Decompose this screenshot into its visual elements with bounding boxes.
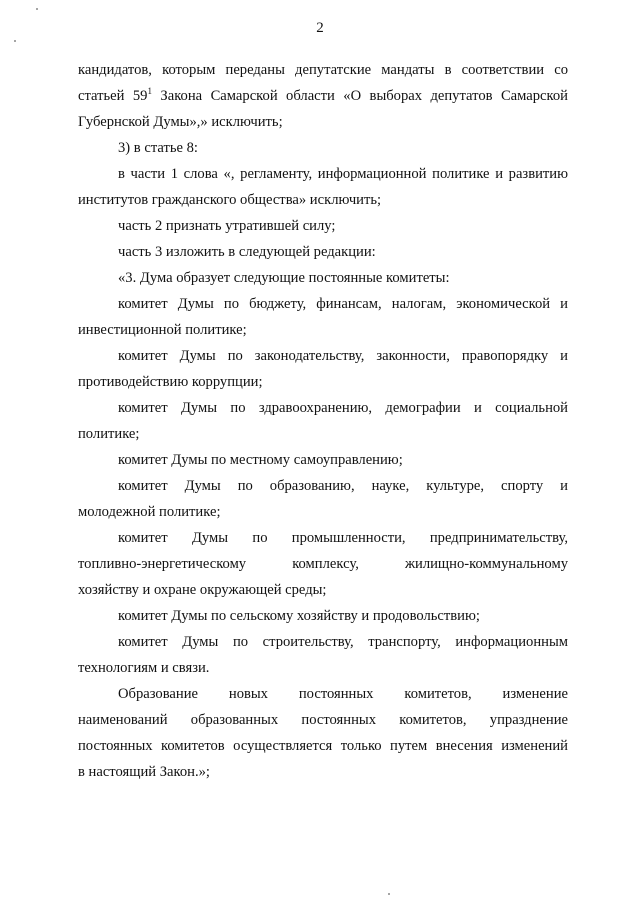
paragraph-line: наименований образованных постоянных комитетов, упразднение xyxy=(78,712,568,728)
paragraph-line: в части 1 слова «, регламенту, информационной политике и развитию xyxy=(118,166,568,182)
paragraph-line: постоянных комитетов осуществляется только путем внесения изменений xyxy=(78,738,568,754)
paragraph: комитет Думы по местному самоуправлению; xyxy=(118,452,403,468)
paragraph-line: инвестиционной политике; xyxy=(78,322,247,338)
paragraph-line: технологиям и связи. xyxy=(78,660,210,676)
text-span: Закона Самарской области «О выборах депутатов Самарской xyxy=(151,88,568,104)
paragraph: 3) в статье 8: xyxy=(118,140,198,156)
scan-speck xyxy=(388,893,390,895)
paragraph-line: институтов гражданского общества» исключить; xyxy=(78,192,382,208)
paragraph-line: молодежной политике; xyxy=(78,504,221,520)
paragraph-line: политике; xyxy=(78,426,140,442)
superscript: 1 xyxy=(147,86,152,97)
paragraph-line: комитет Думы по законодательству, законности, правопорядку и xyxy=(118,348,568,364)
paragraph-line: топливно-энергетическому комплексу, жилищно-коммунальному xyxy=(78,556,568,572)
scan-speck xyxy=(36,8,38,10)
document-body xyxy=(78,57,568,785)
paragraph: «3. Дума образует следующие постоянные комитеты: xyxy=(118,270,450,286)
paragraph: часть 2 признать утратившей силу; xyxy=(118,218,336,234)
paragraph-line: Образование новых постоянных комитетов, изменение xyxy=(118,686,568,702)
paragraph-line: комитет Думы по бюджету, финансам, налогам, экономической и xyxy=(118,296,568,312)
paragraph-line: противодействию коррупции; xyxy=(78,374,263,390)
scan-speck xyxy=(14,40,16,42)
paragraph-line: Губернской Думы»,» исключить; xyxy=(78,114,283,130)
page-number: 2 xyxy=(316,20,324,36)
paragraph-line: кандидатов, которым переданы депутатские мандаты в соответствии со xyxy=(78,62,568,78)
paragraph-line: хозяйству и охране окружающей среды; xyxy=(78,582,327,598)
paragraph: часть 3 изложить в следующей редакции: xyxy=(118,244,376,260)
paragraph-line: комитет Думы по здравоохранению, демографии и социальной xyxy=(118,400,568,416)
paragraph-line: комитет Думы по строительству, транспорту, информационным xyxy=(118,634,568,650)
text-span: статьей 59 xyxy=(78,88,148,104)
paragraph-line: комитет Думы по промышленности, предпринимательству, xyxy=(118,530,568,546)
paragraph-line: комитет Думы по образованию, науке, культуре, спорту и xyxy=(118,478,568,494)
paragraph-line xyxy=(78,83,568,109)
paragraph-line: в настоящий Закон.»; xyxy=(78,764,210,780)
paragraph: комитет Думы по сельскому хозяйству и продовольствию; xyxy=(118,608,480,624)
